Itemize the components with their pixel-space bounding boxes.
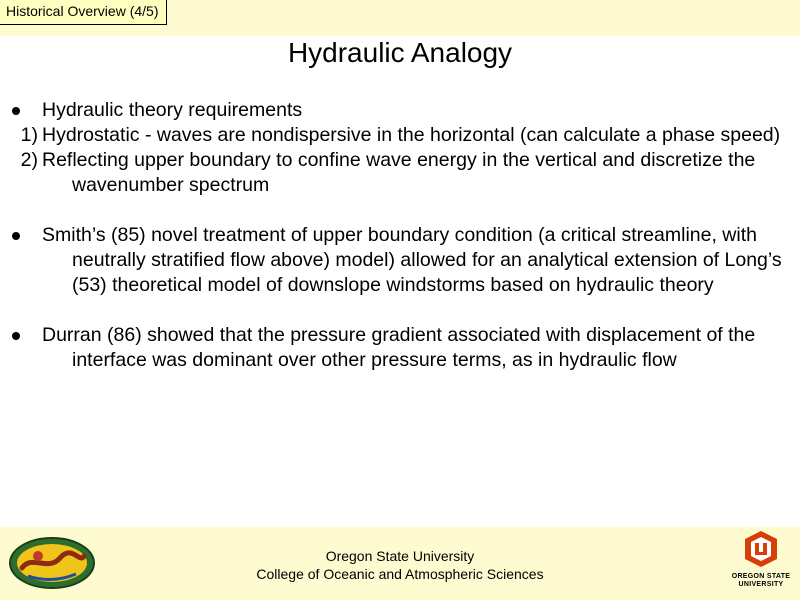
- bullet-text: Durran (86) showed that the pressure gradient associated with displacement of the interface was dominant over other pressure terms, as in hydraulic flow: [42, 324, 756, 371]
- numbered-item: [12, 148, 782, 198]
- footer-text: [0, 547, 800, 583]
- slide-title: Hydraulic Analogy: [287, 37, 513, 68]
- item-text: Reflecting upper boundary to confine wave energy in the vertical and discretize the wavenumber spectrum: [42, 149, 756, 196]
- bullet-item: [12, 323, 782, 373]
- osu-logo: [728, 530, 794, 589]
- bullet-icon: [12, 332, 20, 340]
- bullet-item: [12, 98, 782, 198]
- section-label: Historical Overview (4/5): [0, 0, 167, 25]
- bullet-text: Smith’s (85) novel treatment of upper boundary condition (a critical streamline, with neutrally stratified flow above) model) allowed for an analytical extension of Long’s (53) theoretical model of downslope windstorms based on hydraulic theory: [42, 224, 782, 296]
- slide-content: [12, 98, 782, 373]
- bullet-item: [12, 223, 782, 298]
- item-number: 1): [20, 124, 38, 146]
- numbered-item: [12, 123, 782, 148]
- osu-name-line1: OREGON STATE: [731, 573, 791, 580]
- bullet-icon: [12, 107, 20, 115]
- item-number: 2): [20, 149, 38, 171]
- osu-emblem-icon: [743, 530, 779, 568]
- item-text: Hydrostatic - waves are nondispersive in the horizontal (can calculate a phase speed): [42, 124, 781, 146]
- numbered-list: [20, 123, 782, 198]
- bullet-text: Hydraulic theory requirements: [42, 99, 303, 121]
- footer-university: Oregon State University: [325, 548, 475, 564]
- osu-name-line2: UNIVERSITY: [738, 581, 784, 588]
- footer-college: College of Oceanic and Atmospheric Sciences: [256, 566, 544, 582]
- bullet-icon: [12, 232, 20, 240]
